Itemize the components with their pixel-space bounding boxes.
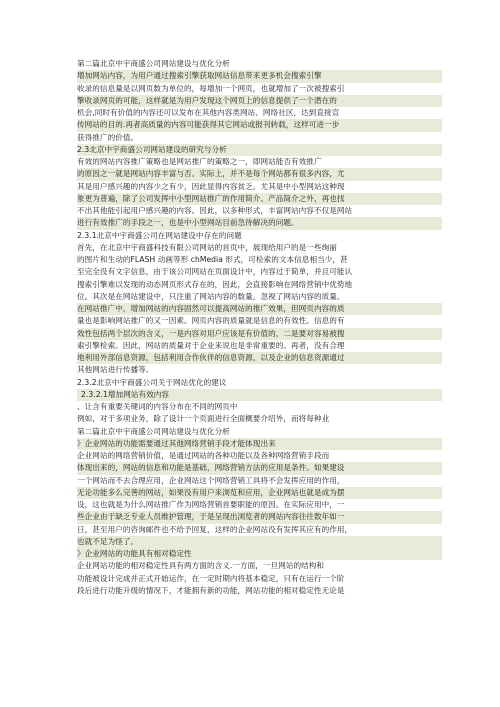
text-line: 机会,同时有价值的内容还可以发布在其他内容类网站、网络社区，达到直接宣 xyxy=(77,108,340,117)
text-line: 》企业网站的功能需要通过其他网络营销手段才能体现出来 xyxy=(77,438,442,450)
text-line: 第二篇北京中宇商盛公司网站建设与优化分析 xyxy=(77,426,230,436)
text-line: 段后进行功能升级的情况下，才能拥有新的功能，网站功能的相对稳定性无论是 xyxy=(77,585,345,595)
text-line: 设，这也就是为什么网站推广作为网络营销首要职能的原因。在实际应用中，一 xyxy=(77,500,345,509)
text-line: 一个网站而不去合理应用，企业网站这个网络营销工具将不会发挥应用的作用， xyxy=(77,475,345,485)
text-line: 象更为普遍，除了公司发挥中小型网站推广的作用简介、产品简介之外，再也找 xyxy=(77,193,442,205)
text-line: 些企业由于缺乏专业人员维护管理，于是呈现出浏览者的网站内容往往数年如一 xyxy=(77,511,442,523)
text-line: 首先，在北京中宇商盛科技有限公司网站的首页中，展现给用户的是一些绚丽 xyxy=(77,242,337,252)
text-line: 也就不足为怪了。 xyxy=(77,536,442,548)
text-line: 例如，对于多项业务，除了设计一个页面进行全面概要介绍外，而将每种业 xyxy=(77,414,330,424)
text-line: 效性包括两个层次的含义，一是内容对用户应该是有价值的，二是要对容易被搜 xyxy=(77,328,442,340)
text-line: 功能被设计完成并正式开始运作，在一定时期内将基本稳定，只有在运行一个阶 xyxy=(77,573,345,583)
text-line: 企业网站的网络营销价值，是通过网站的各种功能以及各种网络营销手段而 xyxy=(77,451,330,460)
document-body xyxy=(77,58,442,597)
text-line: 无论功能多么完善的网站，如果没有用户来浏览和应用，企业网站也就是成为摆 xyxy=(77,487,442,499)
text-line: 增加网站内容，为用户通过搜索引擎获取网站信息带来更多机会搜索引擎 xyxy=(77,70,442,82)
text-line: 》企业网站的功能具有相对稳定性 xyxy=(77,548,442,560)
text-line: 位。其次是在网站建设中，只注重了网站内容的数量，忽视了网站内容的质量。 xyxy=(77,291,345,301)
text-line: 的图片和生动的FLASH 动画等形 chMedia 形式，可检索的文本信息相当少，甚 xyxy=(77,255,348,264)
text-line: 搜索引擎难以发现的动态网页形式存在的，因此，会直接影响在网络营销中优势地 xyxy=(77,279,353,289)
text-line: 索引擎检索。因此，网站的质量对于企业来说也是非常重要的。再者，没有合理 xyxy=(77,340,345,350)
text-line: 2.3.2北京中宇商盛公司关于网站优化的建议 xyxy=(77,377,227,387)
text-line: 2.3.2.1增加网站有效内容 xyxy=(77,389,442,401)
text-line: 不出其他能引起用户感兴趣的内容。因此，以多种形式，丰富网站内容不仅是网站 xyxy=(77,206,353,215)
text-line: 、让含有重要关键词的内容分布在不同的网页中 xyxy=(77,402,238,411)
text-line: 2.3北京中宇商盛公司网站建设的研究与分析 xyxy=(77,144,442,156)
text-line: 在网站推广中，增加网站的内容固然可以提高网站的推广效果，但网页内容的质 xyxy=(77,303,442,315)
text-line: 收录的信息量是以网页数为单位的，每增加一个网页，也就增加了一次被搜索引 xyxy=(77,83,345,93)
text-line: 第二篇北京中宇商盛公司网站建设与优化分析 xyxy=(77,59,230,68)
text-line: 其是用户感兴趣的内容少之有少，因此显得内容贫乏。尤其是中小型网站这种现 xyxy=(77,181,345,191)
text-line: 传网站的目的.再者高质量的内容可能获得其它网站或报刊转载，这样可进一步 xyxy=(77,119,442,131)
text-line: 进行有效推广的手段之一，也是中小型网站目前急待解决的问题。 xyxy=(77,217,442,229)
text-line: 量也是影响网站推广的又一因素。网页内容的质量就是信息的有效性。信息的有 xyxy=(77,316,345,326)
text-line: 企业网站功能的相对稳定性具有两方面的含义.一方面，一旦网站的结构和 xyxy=(77,561,325,571)
text-line: 其他网站进行传播等。 xyxy=(77,365,154,375)
text-line: 的原因之一就是网站内容丰富与否。实际上，并不是每个网站都有很多内容，尤 xyxy=(77,168,442,180)
text-line: 地利用外部信息资源，包括利用合作伙伴的信息资源，以及企业的信息资源通过 xyxy=(77,352,442,364)
text-line: 有效的网站内容推广策略也是网站推广的策略之一，即网站能否有效推广 xyxy=(77,157,322,166)
text-line: 获得推广的价值。 xyxy=(77,132,139,142)
text-line: 2.3.1北京中宇商盛公司在网站建设中存在的问题 xyxy=(77,230,242,240)
text-line: 擎收录网页的可能，这样就是为用户发现这个网页上的信息提供了一个潜在的 xyxy=(77,95,442,107)
text-line: 体现出来的，网站的信息和功能是基础，网络营销方法的应用是条件。如果建设 xyxy=(77,462,442,474)
text-line: 至完全没有文字信息，由于该公司网站在页面设计中，内容过于简单，并且可能认 xyxy=(77,267,353,277)
text-line: 日，甚至用户的咨询邮件也不给予回复，这样的企业网站没有发挥其应有的作用， xyxy=(77,524,353,534)
